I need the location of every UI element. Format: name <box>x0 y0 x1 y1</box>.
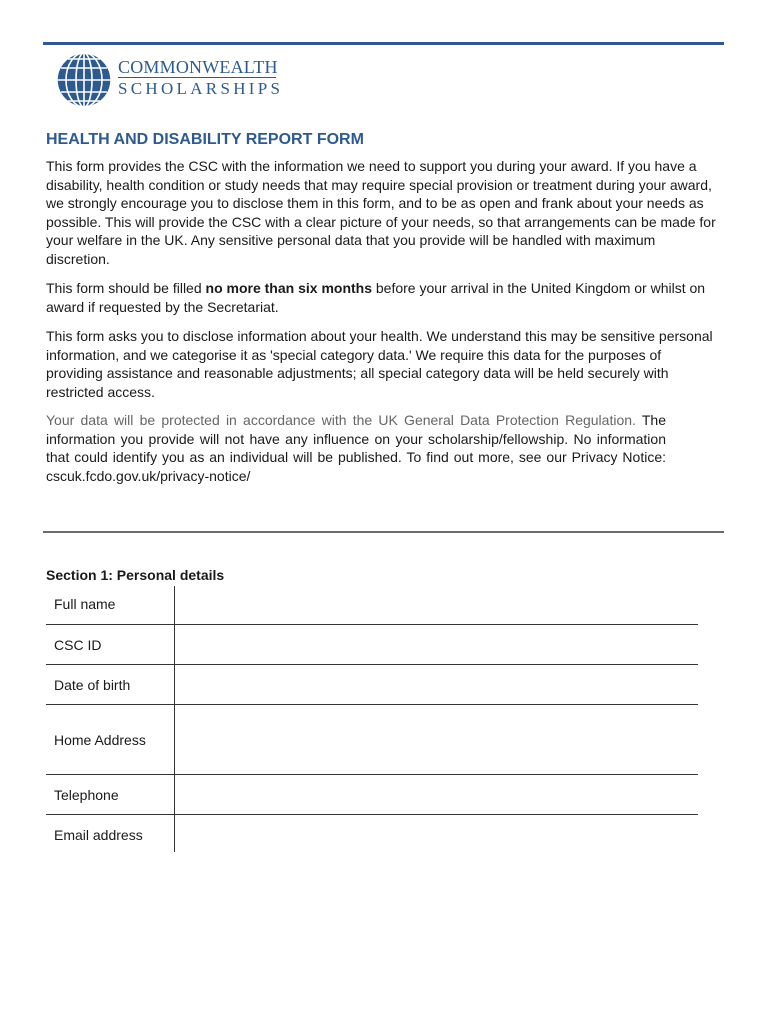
globe-icon <box>56 52 112 108</box>
table-row <box>46 665 698 705</box>
disclosure-paragraph: This form asks you to disclose information about your health. We understand this may be sensitive personal information, and we categorise it as 'special category data.' We require this data for the purposes of providing assistance and reasonable adjustments; all special category data will be held securely with restricted access. <box>46 328 713 400</box>
timing-text-after: before your arrival in the United Kingdom or whilst on award if requested by the Secretariat. <box>46 280 706 315</box>
full-name-field[interactable] <box>176 586 698 624</box>
full-name-label: Full name <box>54 596 116 612</box>
intro-paragraph: This form provides the CSC with the information we need to support you during your award. If you have a disability, health condition or study needs that may require special provision or treatment during your award, we strongly encourage you to disclose them in this form, and to be as open and frank about your needs as possible. This will provide the CSC with a clear picture of your needs, so that arrangements can be made for your welfare in the UK. Any sensitive personal data that you provide will be handled with maximum discretion. <box>46 158 716 267</box>
table-row <box>46 586 698 625</box>
telephone-field[interactable] <box>176 775 698 814</box>
date-of-birth-field[interactable] <box>176 665 698 704</box>
csc-id-field[interactable] <box>176 625 698 664</box>
data-protection-gray-text: Your data will be protected in accordance with the UK General Data Protection Regulation. <box>46 412 636 428</box>
timing-text-bold: no more than six months <box>205 280 372 296</box>
table-row <box>46 775 698 815</box>
home-address-label: Home Address <box>54 732 146 748</box>
timing-text-before: This form should be filled <box>46 280 206 296</box>
csc-id-label: CSC ID <box>54 637 102 653</box>
date-of-birth-label: Date of birth <box>54 677 131 693</box>
timing-paragraph <box>46 279 718 316</box>
data-protection-rest-text: The information you provide will not have any influence on your scholarship/fellowship. No information that could identify you as an individual will be published. To find out more, see our Privacy Notice: cscuk.fcdo.gov.uk/privacy-notice/ <box>46 412 666 484</box>
header-rule <box>43 42 724 45</box>
table-row <box>46 705 698 775</box>
section-1-title: Section 1: Personal details <box>46 567 225 583</box>
logo-separator <box>118 77 276 78</box>
home-address-field[interactable] <box>176 705 698 774</box>
email-address-label: Email address <box>54 827 143 843</box>
table-row <box>46 815 698 855</box>
telephone-label: Telephone <box>54 787 119 803</box>
logo-line-scholarships: SCHOLARSHIPS <box>118 79 284 98</box>
table-row <box>46 625 698 665</box>
commonwealth-scholarships-logo <box>56 52 286 108</box>
section-divider <box>43 531 724 533</box>
personal-details-table <box>46 586 698 855</box>
email-address-field[interactable] <box>176 815 698 855</box>
table-column-divider <box>174 586 175 852</box>
form-title: HEALTH AND DISABILITY REPORT FORM <box>46 131 364 148</box>
logo-line-commonwealth: COMMONWEALTH <box>118 57 278 77</box>
data-protection-paragraph <box>46 411 666 485</box>
